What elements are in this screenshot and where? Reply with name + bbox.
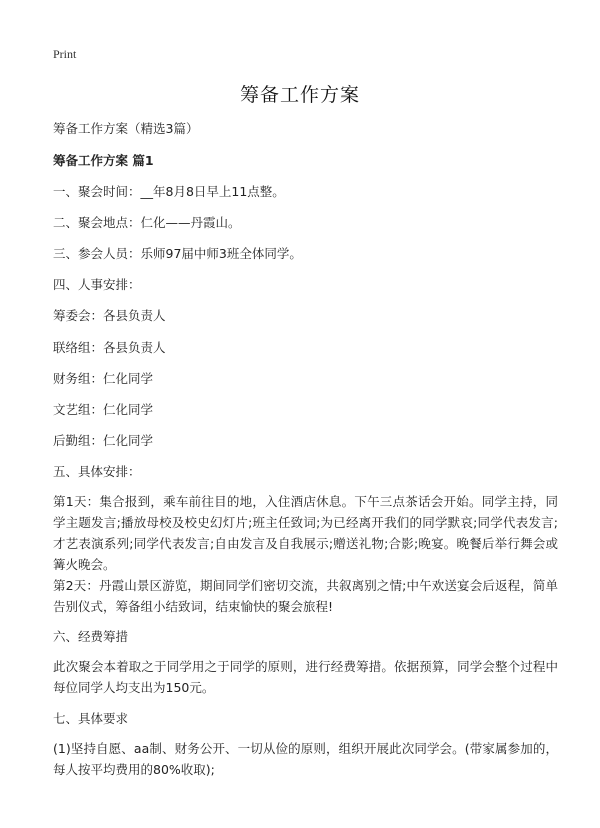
meeting-time-line: 一、聚会时间：__年8月8日早上11点整。 bbox=[53, 184, 285, 199]
requirement-item-1: (1)坚持自愿、aa制、财务公开、一切从俭的原则，组织开展此次同学会。(带家属参加的，每人按平均费用的80%收取); bbox=[53, 741, 558, 777]
print-label: Print bbox=[53, 47, 77, 61]
requirements-heading: 七、具体要求 bbox=[53, 711, 129, 726]
staff-arts-line: 文艺组：仁化同学 bbox=[53, 402, 154, 417]
funding-heading: 六、经费筹措 bbox=[53, 629, 129, 644]
staffing-heading: 四、人事安排： bbox=[53, 277, 141, 292]
day2-paragraph: 第2天：丹霞山景区游览，期间同学们密切交流，共叙离别之情;中午欢送宴会后返程，简单告别仪式，筹备组小结致词，结束愉快的聚会旅程! bbox=[53, 578, 558, 614]
document-subtitle: 筹备工作方案（精选3篇） bbox=[53, 121, 199, 136]
meeting-place-line: 二、聚会地点：仁化——丹霞山。 bbox=[53, 215, 241, 230]
staff-liaison-line: 联络组：各县负责人 bbox=[53, 340, 166, 355]
attendees-line: 三、参会人员：乐师97届中师3班全体同学。 bbox=[53, 246, 302, 261]
staff-committee-line: 筹委会：各县负责人 bbox=[53, 308, 166, 323]
day1-paragraph: 第1天：集合报到，乘车前往目的地，入住酒店休息。下午三点茶话会开始。同学主持，同学主题发言;播放母校及校史幻灯片;班主任致词;为已经离开我们的同学默哀;同学代表发言;才艺表演系列;同学代表发言;自由发言及自我展示;赠送礼物;合影;晚宴。晚餐后举行舞会或篝火晚会。 bbox=[53, 494, 558, 572]
schedule-heading: 五、具体安排： bbox=[53, 464, 141, 479]
staff-finance-line: 财务组：仁化同学 bbox=[53, 371, 154, 386]
document-title: 筹备工作方案 bbox=[239, 84, 360, 106]
staff-logistics-line: 后勤组：仁化同学 bbox=[53, 433, 154, 448]
article-heading: 筹备工作方案 篇1 bbox=[53, 153, 154, 168]
funding-paragraph: 此次聚会本着取之于同学用之于同学的原则，进行经费筹措。依据预算，同学会整个过程中每位同学人均支出为150元。 bbox=[53, 659, 558, 695]
